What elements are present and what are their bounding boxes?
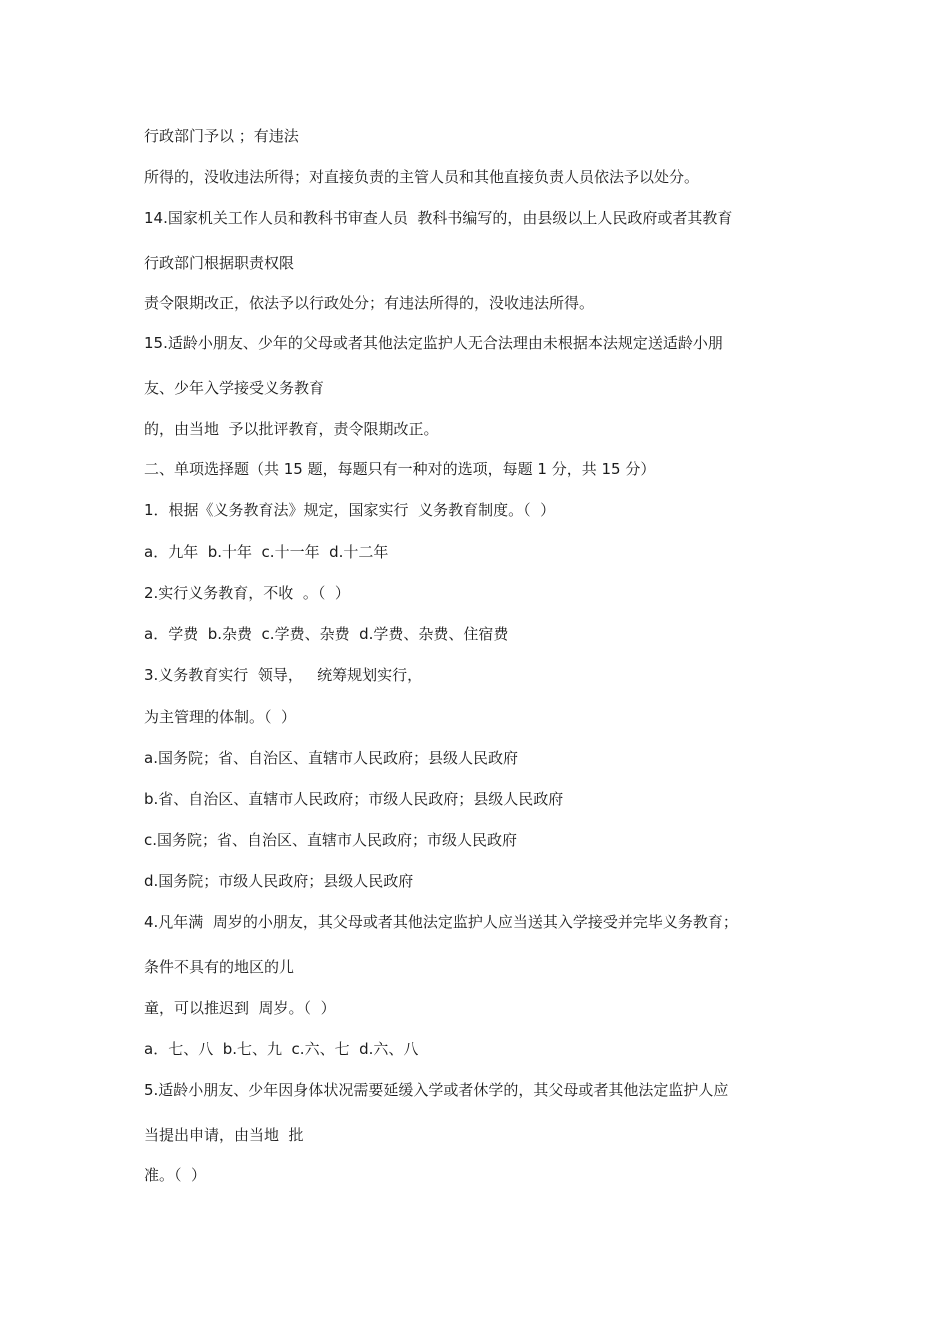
text-line: 14.国家机关工作人员和教科书审查人员 教科书编写的，由县级以上人民政府或者其教育	[144, 209, 733, 227]
question-4-options: a．七、八 b.七、九 c.六、七 d.六、八	[144, 1040, 419, 1058]
question-3-option-a: a.国务院；省、自治区、直辖市人民政府；县级人民政府	[144, 749, 518, 767]
question-3: 3.义务教育实行 领导， 统筹规划实行，	[144, 666, 423, 684]
text-line: 15.适龄小朋友、少年的父母或者其他法定监护人无合法理由未根据本法规定送适龄小朋	[144, 334, 723, 352]
question-4: 4.凡年满 周岁的小朋友，其父母或者其他法定监护人应当送其入学接受并完毕义务教育；	[144, 913, 738, 931]
question-3-option-c: c.国务院；省、自治区、直辖市人民政府；市级人民政府	[144, 831, 518, 849]
question-2-options: a．学费 b.杂费 c.学费、杂费 d.学费、杂费、住宿费	[144, 625, 509, 643]
text-line: 行政部门根据职责权限	[144, 254, 295, 272]
question-4-cont: 条件不具有的地区的儿	[144, 958, 295, 976]
question-5-cont: 当提出申请，由当地 批	[144, 1126, 304, 1144]
text-line: 的，由当地 予以批评教育，责令限期改正。	[144, 420, 439, 438]
question-3-option-d: d.国务院；市级人民政府；县级人民政府	[144, 872, 414, 890]
question-5: 5.适龄小朋友、少年因身体状况需要延缓入学或者休学的，其父母或者其他法定监护人应	[144, 1081, 729, 1099]
text-line: 友、少年入学接受义务教育	[144, 379, 325, 397]
question-2: 2.实行义务教育，不收 。（ ）	[144, 584, 350, 602]
text-line: 所得的，没收违法所得；对直接负责的主管人员和其他直接负责人员依法予以处分。	[144, 168, 700, 186]
text-line: 行政部门予以 ；有违法	[144, 127, 299, 145]
question-5-cont: 准。（ ）	[144, 1166, 207, 1184]
section-heading: 二、单项选择题（共 15 题，每题只有一种对的选项，每题 1 分，共 15 分）	[144, 460, 656, 478]
question-1-options: a．九年 b.十年 c.十一年 d.十二年	[144, 543, 389, 561]
text-line: 责令限期改正，依法予以行政处分；有违法所得的，没收违法所得。	[144, 294, 595, 312]
question-3-cont: 为主管理的体制。（ ）	[144, 708, 297, 726]
question-1: 1．根据《义务教育法》规定，国家实行 义务教育制度。（ ）	[144, 501, 556, 519]
question-3-option-b: b.省、自治区、直辖市人民政府；市级人民政府；县级人民政府	[144, 790, 564, 808]
question-4-cont: 童，可以推迟到 周岁。（ ）	[144, 999, 336, 1017]
